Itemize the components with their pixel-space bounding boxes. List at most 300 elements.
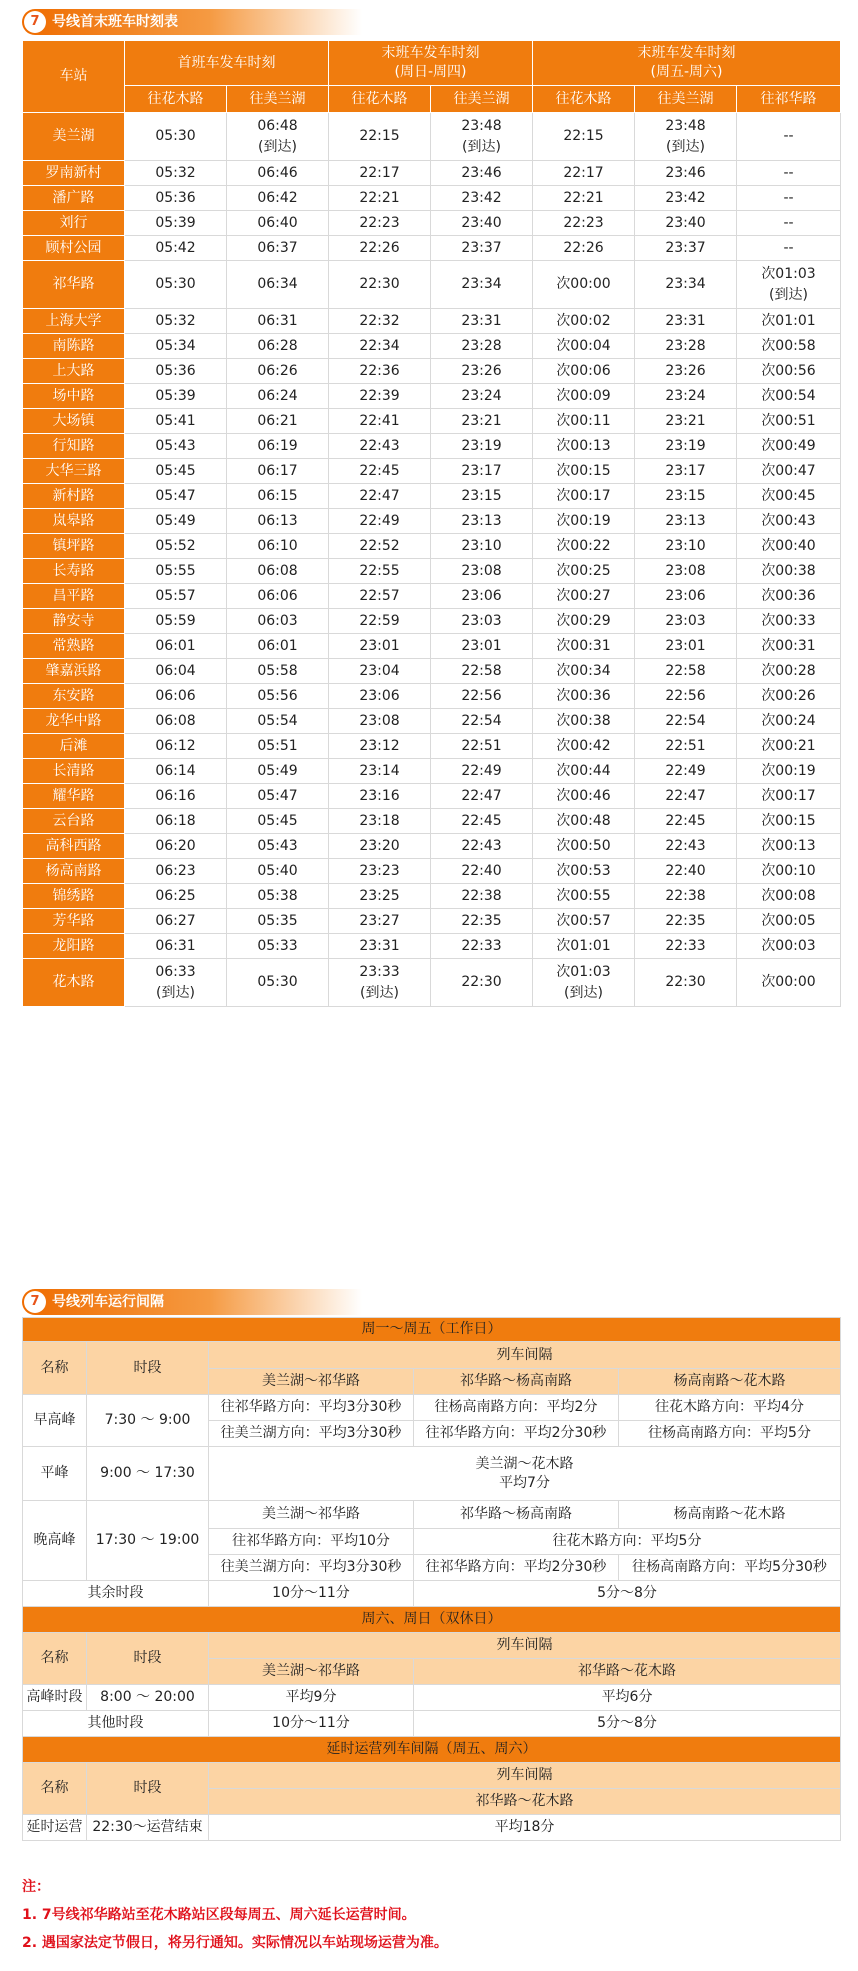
header-dir-huamu: 往花木路 (125, 86, 227, 113)
departure-time: 22:40 (635, 859, 737, 884)
header-dir-meilan: 往美兰湖 (635, 86, 737, 113)
departure-time: 06:33 (到达) (125, 959, 227, 1007)
departure-time: -- (737, 161, 841, 186)
station-row (23, 934, 841, 959)
departure-time: 23:46 (431, 161, 533, 186)
departure-time: 次00:56 (737, 359, 841, 384)
departure-time: 次00:44 (533, 759, 635, 784)
departure-time: 次00:22 (533, 534, 635, 559)
departure-time: 次00:03 (737, 934, 841, 959)
departure-time: 22:30 (329, 261, 431, 309)
weekday-band: 周一～周五（工作日） (23, 1318, 841, 1342)
departure-time: 22:56 (635, 684, 737, 709)
departure-time: 23:34 (635, 261, 737, 309)
departure-time: 23:01 (635, 634, 737, 659)
departure-time: 次00:17 (533, 484, 635, 509)
departure-time: 05:59 (125, 609, 227, 634)
departure-time: 次00:06 (533, 359, 635, 384)
timetable-section-title (22, 9, 362, 35)
col-period: 时段 (87, 1763, 209, 1815)
header-dir-huamu: 往花木路 (329, 86, 431, 113)
note-2: 2. 遇国家法定节假日，将另行通知。实际情况以车站现场运营为准。 (22, 1935, 448, 1951)
departure-time: 22:58 (635, 659, 737, 684)
departure-time: 06:42 (227, 186, 329, 211)
departure-time: 05:49 (125, 509, 227, 534)
am-interval: 往美兰湖方向：平均3分30秒 (209, 1421, 414, 1447)
departure-time: 22:51 (431, 734, 533, 759)
am-peak-label: 早高峰 (23, 1395, 87, 1447)
departure-time: 05:36 (125, 186, 227, 211)
departure-time: 次00:00 (533, 261, 635, 309)
departure-time: 05:30 (227, 959, 329, 1007)
departure-time: 05:41 (125, 409, 227, 434)
departure-time: 23:17 (635, 459, 737, 484)
station-name: 岚皋路 (23, 509, 125, 534)
pm-interval: 往美兰湖方向：平均3分30秒 (209, 1555, 414, 1581)
header-dir-qihua: 往祁华路 (737, 86, 841, 113)
departure-time: 06:27 (125, 909, 227, 934)
departure-time: 22:15 (329, 113, 431, 161)
departure-time: 22:49 (635, 759, 737, 784)
departure-time: 22:35 (635, 909, 737, 934)
departure-time: 23:16 (329, 784, 431, 809)
departure-time: 22:47 (329, 484, 431, 509)
station-row (23, 784, 841, 809)
peak-time: 8:00 ～ 20:00 (87, 1685, 209, 1711)
timetable-table (22, 40, 841, 1007)
departure-time: 22:45 (329, 459, 431, 484)
station-row (23, 459, 841, 484)
station-name: 高科西路 (23, 834, 125, 859)
peak-time-label: 高峰时段 (23, 1685, 87, 1711)
am-interval: 往杨高南路方向：平均2分 (414, 1395, 619, 1421)
departure-time: 23:25 (329, 884, 431, 909)
departure-time: 22:33 (635, 934, 737, 959)
departure-time: 次00:43 (737, 509, 841, 534)
col-name: 名称 (23, 1633, 87, 1685)
station-row (23, 359, 841, 384)
other-a: 10分～11分 (209, 1711, 414, 1737)
departure-time: 次00:42 (533, 734, 635, 759)
departure-time: 22:45 (635, 809, 737, 834)
departure-time: 次01:01 (533, 934, 635, 959)
station-name: 大场镇 (23, 409, 125, 434)
departure-time: 23:42 (635, 186, 737, 211)
departure-time: 06:06 (227, 584, 329, 609)
departure-time: 05:45 (227, 809, 329, 834)
departure-time: 23:17 (431, 459, 533, 484)
station-name: 祁华路 (23, 261, 125, 309)
extended-label: 延时运营 (23, 1815, 87, 1841)
departure-time: 05:49 (227, 759, 329, 784)
departure-time: 23:24 (431, 384, 533, 409)
departure-time: 22:58 (431, 659, 533, 684)
departure-time: 06:03 (227, 609, 329, 634)
station-name: 龙华中路 (23, 709, 125, 734)
departure-time: 22:38 (635, 884, 737, 909)
departure-time: 05:30 (125, 113, 227, 161)
col-period: 时段 (87, 1342, 209, 1395)
station-name: 顾村公园 (23, 236, 125, 261)
departure-time: 06:08 (125, 709, 227, 734)
departure-time: 次01:03 (到达) (737, 261, 841, 309)
other-label: 其余时段 (23, 1581, 209, 1607)
departure-time: 05:39 (125, 384, 227, 409)
flat-time: 9:00 ～ 17:30 (87, 1447, 209, 1501)
departure-time: 22:41 (329, 409, 431, 434)
station-name: 场中路 (23, 384, 125, 409)
departure-time: 23:21 (635, 409, 737, 434)
station-name: 美兰湖 (23, 113, 125, 161)
departure-time: 22:21 (329, 186, 431, 211)
departure-time: 次00:02 (533, 309, 635, 334)
departure-time: 22:30 (635, 959, 737, 1007)
departure-time: 23:23 (329, 859, 431, 884)
col-interval: 列车间隔 (209, 1763, 841, 1789)
departure-time: 05:57 (125, 584, 227, 609)
departure-time: 06:10 (227, 534, 329, 559)
departure-time: 06:04 (125, 659, 227, 684)
departure-time: 次00:36 (737, 584, 841, 609)
departure-time: 23:10 (431, 534, 533, 559)
station-name: 锦绣路 (23, 884, 125, 909)
departure-time: 23:15 (431, 484, 533, 509)
departure-time: 23:10 (635, 534, 737, 559)
departure-time: 22:40 (431, 859, 533, 884)
departure-time: 23:20 (329, 834, 431, 859)
departure-time: 22:54 (431, 709, 533, 734)
departure-time: 22:33 (431, 934, 533, 959)
seg-qihua-huamu: 祁华路～花木路 (209, 1789, 841, 1815)
departure-time: 06:31 (125, 934, 227, 959)
station-row (23, 809, 841, 834)
departure-time: 06:16 (125, 784, 227, 809)
weekend-a: 平均9分 (209, 1685, 414, 1711)
station-row (23, 709, 841, 734)
seg-meilan-qihua: 美兰湖～祁华路 (209, 1659, 414, 1685)
departure-time: 06:23 (125, 859, 227, 884)
departure-time: 23:15 (635, 484, 737, 509)
seg-qihua-huamu: 祁华路～花木路 (414, 1659, 841, 1685)
weekend-band: 周六、周日（双休日） (23, 1607, 841, 1633)
station-row (23, 834, 841, 859)
departure-time: 06:25 (125, 884, 227, 909)
departure-time: 次00:19 (737, 759, 841, 784)
station-name: 芳华路 (23, 909, 125, 934)
station-row (23, 734, 841, 759)
seg-meilan-qihua: 美兰湖～祁华路 (209, 1501, 414, 1529)
departure-time: 05:58 (227, 659, 329, 684)
col-period: 时段 (87, 1633, 209, 1685)
departure-time: 22:52 (329, 534, 431, 559)
departure-time: 22:43 (431, 834, 533, 859)
station-row (23, 684, 841, 709)
station-name: 龙阳路 (23, 934, 125, 959)
departure-time: 05:42 (125, 236, 227, 261)
departure-time: 23:34 (431, 261, 533, 309)
header-first-train: 首班车发车时刻 (125, 41, 329, 86)
departure-time: 23:42 (431, 186, 533, 211)
departure-time: 23:26 (431, 359, 533, 384)
station-row (23, 309, 841, 334)
departure-time: 次01:03 (到达) (533, 959, 635, 1007)
departure-time: 06:48 (到达) (227, 113, 329, 161)
departure-time: 05:52 (125, 534, 227, 559)
departure-time: 23:08 (635, 559, 737, 584)
departure-time: 23:40 (635, 211, 737, 236)
departure-time: 22:21 (533, 186, 635, 211)
interval-table (22, 1317, 841, 1841)
departure-time: 22:59 (329, 609, 431, 634)
departure-time: 06:28 (227, 334, 329, 359)
departure-time: 次00:29 (533, 609, 635, 634)
departure-time: 23:03 (431, 609, 533, 634)
departure-time: 次00:26 (737, 684, 841, 709)
departure-time: 次00:19 (533, 509, 635, 534)
station-row (23, 534, 841, 559)
interval-title: 号线列车运行间隔 (52, 1294, 164, 1310)
header-dir-meilan: 往美兰湖 (227, 86, 329, 113)
flat-interval: 美兰湖～花木路 平均7分 (209, 1447, 841, 1501)
departure-time: 22:38 (431, 884, 533, 909)
departure-time: 次00:33 (737, 609, 841, 634)
pm-interval: 往杨高南路方向：平均5分30秒 (619, 1555, 841, 1581)
departure-time: 06:18 (125, 809, 227, 834)
station-row (23, 659, 841, 684)
station-name: 南陈路 (23, 334, 125, 359)
departure-time: 22:26 (329, 236, 431, 261)
departure-time: 23:14 (329, 759, 431, 784)
departure-time: 23:48 (到达) (431, 113, 533, 161)
station-row (23, 113, 841, 161)
station-row (23, 584, 841, 609)
departure-time: 23:03 (635, 609, 737, 634)
departure-time: 06:08 (227, 559, 329, 584)
departure-time: 次00:05 (737, 909, 841, 934)
departure-time: -- (737, 113, 841, 161)
departure-time: 22:51 (635, 734, 737, 759)
station-name: 长清路 (23, 759, 125, 784)
departure-time: 23:12 (329, 734, 431, 759)
extended-val: 平均18分 (209, 1815, 841, 1841)
departure-time: 次00:04 (533, 334, 635, 359)
departure-time: 次00:00 (737, 959, 841, 1007)
departure-time: 06:24 (227, 384, 329, 409)
col-name: 名称 (23, 1342, 87, 1395)
station-row (23, 434, 841, 459)
departure-time: 22:55 (329, 559, 431, 584)
departure-time: 06:14 (125, 759, 227, 784)
departure-time: 06:37 (227, 236, 329, 261)
departure-time: 22:23 (533, 211, 635, 236)
departure-time: 23:13 (635, 509, 737, 534)
station-row (23, 211, 841, 236)
departure-time: 次00:58 (737, 334, 841, 359)
departure-time: 23:26 (635, 359, 737, 384)
departure-time: 06:34 (227, 261, 329, 309)
seg-meilan-qihua: 美兰湖～祁华路 (209, 1369, 414, 1395)
station-row (23, 236, 841, 261)
header-last-weekday: 末班车发车时刻 (周日-周四) (329, 41, 533, 86)
pm-peak-label: 晚高峰 (23, 1501, 87, 1581)
departure-time: 22:26 (533, 236, 635, 261)
departure-time: 23:19 (635, 434, 737, 459)
departure-time: 22:35 (431, 909, 533, 934)
seg-qihua-yanggao: 祁华路～杨高南路 (414, 1501, 619, 1529)
departure-time: 06:06 (125, 684, 227, 709)
station-row (23, 186, 841, 211)
departure-time: 次00:13 (737, 834, 841, 859)
departure-time: 06:01 (227, 634, 329, 659)
departure-time: 22:17 (329, 161, 431, 186)
pm-interval: 往祁华路方向：平均10分 (209, 1529, 414, 1555)
note-1: 1. 7号线祁华路站至花木路站区段每周五、周六延长运营时间。 (22, 1907, 416, 1923)
departure-time: 05:43 (125, 434, 227, 459)
station-name: 杨高南路 (23, 859, 125, 884)
departure-time: 次00:11 (533, 409, 635, 434)
departure-time: 22:15 (533, 113, 635, 161)
departure-time: 23:08 (329, 709, 431, 734)
departure-time: 06:26 (227, 359, 329, 384)
header-station: 车站 (23, 41, 125, 113)
station-name: 昌平路 (23, 584, 125, 609)
departure-time: 06:40 (227, 211, 329, 236)
departure-time: 23:18 (329, 809, 431, 834)
station-name: 镇坪路 (23, 534, 125, 559)
departure-time: 23:04 (329, 659, 431, 684)
am-interval: 往杨高南路方向：平均5分 (619, 1421, 841, 1447)
seg-yanggao-huamu: 杨高南路～花木路 (619, 1501, 841, 1529)
departure-time: 05:40 (227, 859, 329, 884)
station-name: 大华三路 (23, 459, 125, 484)
departure-time: 22:39 (329, 384, 431, 409)
departure-time: 22:56 (431, 684, 533, 709)
station-row (23, 959, 841, 1007)
departure-time: -- (737, 236, 841, 261)
departure-time: 06:01 (125, 634, 227, 659)
station-name: 静安寺 (23, 609, 125, 634)
departure-time: 22:47 (431, 784, 533, 809)
departure-time: 次00:31 (737, 634, 841, 659)
departure-time: 次00:08 (737, 884, 841, 909)
departure-time: 次00:28 (737, 659, 841, 684)
departure-time: 23:37 (635, 236, 737, 261)
departure-time: 05:33 (227, 934, 329, 959)
departure-time: 次00:34 (533, 659, 635, 684)
departure-time: 22:34 (329, 334, 431, 359)
departure-time: 05:51 (227, 734, 329, 759)
departure-time: 次00:09 (533, 384, 635, 409)
departure-time: 23:08 (431, 559, 533, 584)
departure-time: 06:19 (227, 434, 329, 459)
departure-time: 05:56 (227, 684, 329, 709)
departure-time: 次01:01 (737, 309, 841, 334)
pm-peak-time: 17:30 ～ 19:00 (87, 1501, 209, 1581)
departure-time: 23:27 (329, 909, 431, 934)
station-row (23, 609, 841, 634)
header-last-weekend: 末班车发车时刻 (周五-周六) (533, 41, 841, 86)
departure-time: 06:31 (227, 309, 329, 334)
departure-time: 05:47 (125, 484, 227, 509)
departure-time: 23:06 (431, 584, 533, 609)
departure-time: 次00:50 (533, 834, 635, 859)
station-row (23, 334, 841, 359)
departure-time: 05:38 (227, 884, 329, 909)
am-interval: 往花木路方向：平均4分 (619, 1395, 841, 1421)
weekend-b: 平均6分 (414, 1685, 841, 1711)
departure-time: 23:01 (431, 634, 533, 659)
departure-time: 次00:17 (737, 784, 841, 809)
departure-time: 23:28 (431, 334, 533, 359)
departure-time: 23:37 (431, 236, 533, 261)
departure-time: 22:23 (329, 211, 431, 236)
departure-time: 次00:49 (737, 434, 841, 459)
station-row (23, 261, 841, 309)
departure-time: 次00:10 (737, 859, 841, 884)
departure-time: -- (737, 186, 841, 211)
departure-time: 05:39 (125, 211, 227, 236)
am-interval: 往祁华路方向：平均3分30秒 (209, 1395, 414, 1421)
departure-time: 22:43 (635, 834, 737, 859)
am-peak-time: 7:30 ～ 9:00 (87, 1395, 209, 1447)
departure-time: 次00:48 (533, 809, 635, 834)
departure-time: 05:45 (125, 459, 227, 484)
departure-time: 05:34 (125, 334, 227, 359)
departure-time: 06:15 (227, 484, 329, 509)
departure-time: 23:06 (635, 584, 737, 609)
departure-time: 次00:51 (737, 409, 841, 434)
departure-time: 次00:24 (737, 709, 841, 734)
col-name: 名称 (23, 1763, 87, 1815)
departure-time: 23:06 (329, 684, 431, 709)
other-b: 5分～8分 (414, 1581, 841, 1607)
departure-time: 23:24 (635, 384, 737, 409)
line-number-badge: 7 (24, 11, 46, 33)
notes (22, 1873, 448, 1957)
station-row (23, 909, 841, 934)
station-row (23, 384, 841, 409)
departure-time: 23:01 (329, 634, 431, 659)
departure-time: 次00:53 (533, 859, 635, 884)
departure-time: 05:43 (227, 834, 329, 859)
line-number-badge: 7 (24, 1291, 46, 1313)
departure-time: 22:17 (533, 161, 635, 186)
station-row (23, 409, 841, 434)
station-name: 耀华路 (23, 784, 125, 809)
departure-time: 06:20 (125, 834, 227, 859)
departure-time: 次00:25 (533, 559, 635, 584)
departure-time: 22:54 (635, 709, 737, 734)
extended-band: 延时运营列车间隔（周五、周六） (23, 1737, 841, 1763)
station-name: 肇嘉浜路 (23, 659, 125, 684)
station-name: 花木路 (23, 959, 125, 1007)
extended-time: 22:30～运营结束 (87, 1815, 209, 1841)
station-row (23, 884, 841, 909)
departure-time: 次00:47 (737, 459, 841, 484)
station-name: 常熟路 (23, 634, 125, 659)
departure-time: 05:54 (227, 709, 329, 734)
station-name: 潘广路 (23, 186, 125, 211)
station-name: 云台路 (23, 809, 125, 834)
col-interval: 列车间隔 (209, 1633, 841, 1659)
departure-time: 06:46 (227, 161, 329, 186)
departure-time: 22:49 (431, 759, 533, 784)
departure-time: 22:30 (431, 959, 533, 1007)
flat-label: 平峰 (23, 1447, 87, 1501)
departure-time: 次00:55 (533, 884, 635, 909)
departure-time: 22:36 (329, 359, 431, 384)
station-row (23, 634, 841, 659)
